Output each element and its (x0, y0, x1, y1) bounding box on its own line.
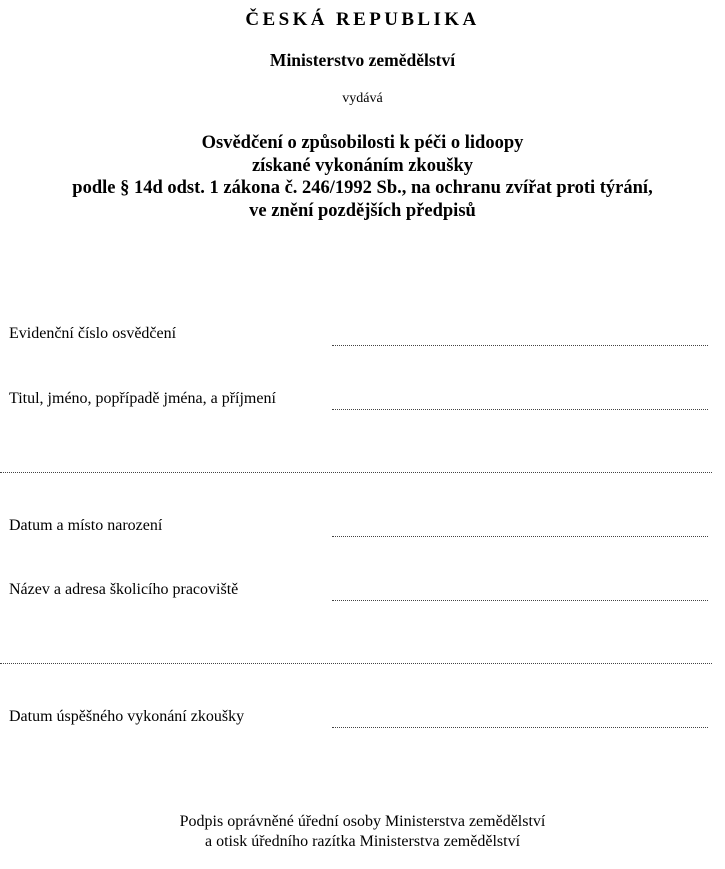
training-site-continuation-line (0, 663, 712, 664)
exam-date-line (332, 727, 708, 728)
birth-label: Datum a místo narození (9, 517, 163, 534)
issues-text: vydává (342, 91, 383, 106)
exam-date-label: Datum úspěšného vykonání zkoušky (9, 708, 245, 725)
title-line: Osvědčení o způsobilosti k péči o lidoopy (201, 133, 524, 153)
birth-line (332, 536, 708, 537)
title-line: ve znění pozdějších předpisů (249, 200, 476, 221)
ministry-heading: Ministerstvo zemědělství (269, 50, 456, 70)
country-heading: ČESKÁ REPUBLIKA (245, 9, 480, 30)
title-line: získané vykonáním zkoušky (251, 155, 474, 176)
full-name-continuation-line (0, 472, 712, 473)
signature-note-line: a otisk úředního razítka Ministerstva zemědělství (204, 832, 521, 850)
full-name-line (332, 409, 708, 410)
training-site-line (332, 600, 708, 601)
training-site-label: Název a adresa školicího pracoviště (9, 581, 239, 598)
signature-note-line: Podpis oprávněné úřední osoby Ministerstva zemědělství (179, 813, 546, 830)
signature-note (0, 812, 725, 851)
certificate-number-label: Evidenční číslo osvědčení (9, 325, 177, 342)
certificate-title (0, 132, 725, 222)
full-name-label: Titul, jméno, popřípadě jména, a příjmení (9, 390, 276, 407)
title-line: podle § 14d odst. 1 zákona č. 246/1992 Sb., na ochranu zvířat proti týrání, (72, 178, 653, 198)
certificate-number-line (332, 345, 708, 346)
